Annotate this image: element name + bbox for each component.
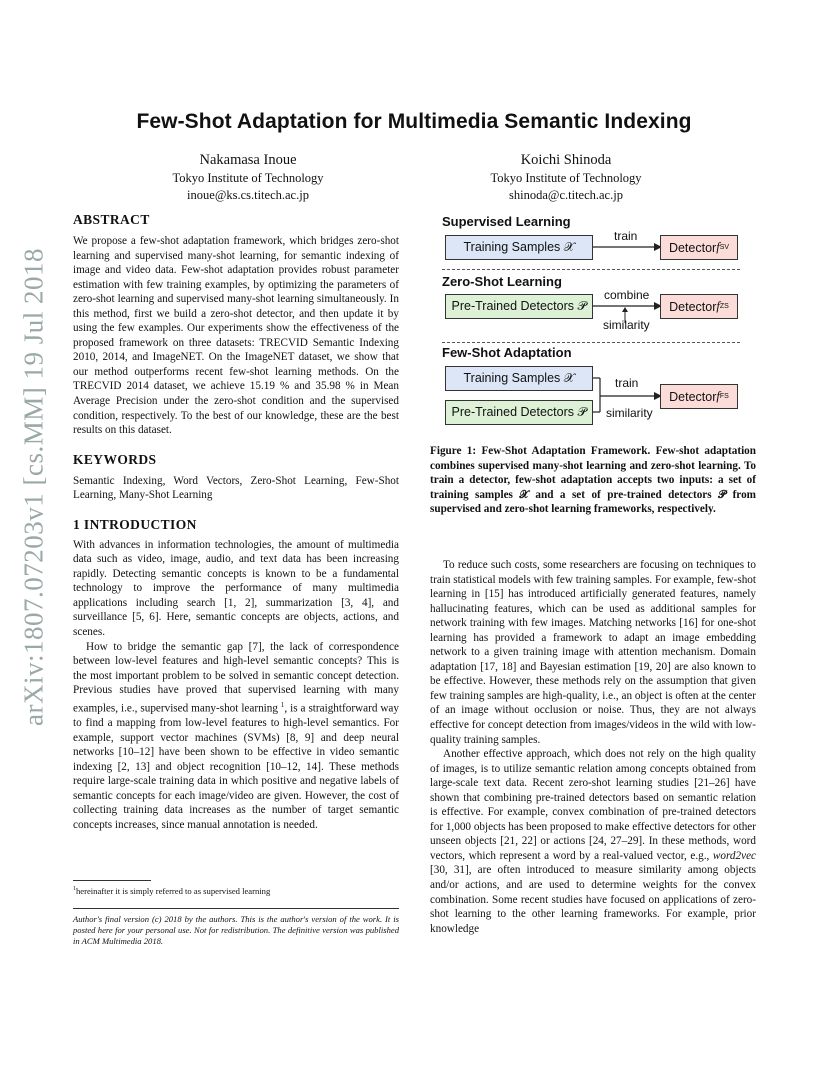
intro-paragraph-1: With advances in information technologies, the amount of multimedia data such as video, image, audio, and text data has been increasing rapidly. Detecting semantic concepts is known to be a fundamental technology to improve the performance of many multimedia applications including search [1, 2], summarization [3, 4], and surveillance [5, 6]. Here, semantic concepts are objects, actions, and scenes. bbox=[73, 538, 399, 639]
author-block-1 bbox=[148, 150, 348, 204]
left-column bbox=[73, 212, 399, 832]
fig-box-detector-fs bbox=[660, 384, 738, 409]
intro-paragraph-2 bbox=[73, 640, 399, 833]
abstract-heading: ABSTRACT bbox=[73, 212, 150, 227]
right-p2-part2: [30, 31], are often introduced to measure similarity among objects and/or actions, and are used to determine weights for the convex combination. Some recent studies have focused on applications of zero-shot learning to the other learning frameworks. For example, prior knowledge bbox=[430, 864, 756, 935]
footnote bbox=[73, 884, 399, 897]
fig-box-training-samples-fs: Training Samples 𝒳 bbox=[445, 366, 593, 391]
fig-detector-label: Detector bbox=[669, 299, 717, 314]
figure-caption: Figure 1: Few-Shot Adaptation Framework. Few-shot adaptation combines supervised many-shot learning and zero-shot learning. To train a detector, few-shot adaptation accepts two inputs: a set of training samples 𝒳 and a set of pre-trained detectors 𝒫 from supervised and zero-shot learning frameworks, respectively. bbox=[430, 445, 756, 516]
author-email: shinoda@c.titech.ac.jp bbox=[509, 188, 623, 202]
fig-label-train-fs: train bbox=[615, 376, 639, 390]
fig-box-pretrained: Pre-Trained Detectors 𝒫 bbox=[445, 294, 593, 319]
author-block-2 bbox=[466, 150, 666, 204]
author-name: Nakamasa Inoue bbox=[199, 152, 297, 168]
author-email: inoue@ks.cs.titech.ac.jp bbox=[187, 188, 309, 202]
fig-divider bbox=[442, 342, 740, 343]
author-note: Author's final version (c) 2018 by the authors. This is the author's version of the work. It is posted here for your personal use. Not for redistribution. The definitive version was published in ACM Multimedia 2018. bbox=[73, 914, 399, 946]
fig-divider bbox=[442, 269, 740, 270]
fig-detector-sub: FS bbox=[719, 393, 729, 400]
right-column bbox=[430, 558, 756, 936]
author-affiliation: Tokyo Institute of Technology bbox=[490, 171, 642, 185]
fig-detector-f: f bbox=[716, 240, 720, 254]
fig-detector-label: Detector bbox=[669, 389, 717, 404]
intro-heading: 1 INTRODUCTION bbox=[73, 516, 197, 532]
right-paragraph-2 bbox=[430, 747, 756, 936]
footnote-mark: 1 bbox=[73, 886, 76, 892]
fig-box-pretrained-fs: Pre-Trained Detectors 𝒫 bbox=[445, 400, 593, 425]
keywords-paragraph: Semantic Indexing, Word Vectors, Zero-Shot Learning, Few-Shot Learning, Many-Shot Learning bbox=[73, 474, 399, 502]
author-name: Koichi Shinoda bbox=[520, 152, 612, 168]
right-paragraph-1: To reduce such costs, some researchers are focusing on techniques to train statistical models with few training samples. For example, few-shot learning in [15] has introduced artificially generated features, namely hallucinating features, which can be used as additional samples for network training with few images. Matching networks [16] for one-shot learning has provided a framework to adapt an image embedding network to a given training image with attention mechanism. Domain adaptation [17, 18] and Bayesian estimation [19, 20] are also known to be effective. However, these methods rely on the assumption that given few training samples are high-quality, i.e., an object is often at the center of an image without occlusion or noise. Thus, they are not always effective for concept detection from images/videos in the wild with low-quality training samples. bbox=[430, 559, 756, 746]
abstract-text bbox=[73, 234, 399, 438]
fig-label-similarity: similarity bbox=[603, 318, 650, 332]
arxiv-stamp-text: arXiv:1807.07203v1 [cs.MM] 19 Jul 2018 bbox=[18, 248, 49, 726]
fig-box-detector-zs bbox=[660, 294, 738, 319]
fig-heading-zero-shot: Zero-Shot Learning bbox=[442, 274, 562, 289]
fig-arrow-train bbox=[593, 240, 663, 254]
keywords-text bbox=[73, 474, 399, 503]
keywords-heading: KEYWORDS bbox=[73, 451, 157, 467]
figure-1 bbox=[430, 208, 760, 436]
fig-detector-f: f bbox=[716, 389, 720, 403]
author-note-rule bbox=[73, 908, 399, 909]
fig-detector-f: f bbox=[716, 299, 720, 313]
fig-label-combine: combine bbox=[604, 288, 650, 302]
intro-p2-part1: How to bridge the semantic gap [7], the lack of correspondence between low-level features and high-level semantic concepts? This is the most important problem to be solved in semantic concept detection. Previous studies have proved that supervised learning with many examples, i.e., supervised many-shot learning bbox=[73, 640, 399, 715]
intro-text bbox=[73, 538, 399, 833]
intro-p2-part2: , is a straightforward way to find a mapping from low-level features to high-level semantics. For example, support vector machines (SVMs) [8, 9] and deep neural networks [10–12] have been shown to be effective in video semantic indexing [2, 13] and object recognition [10–12, 14]. These methods require large-scale training data in which positive and negative labels of semantic concepts for each image/video are given. However, the cost of collecting training data increases as the number of target semantic concepts increases, since manual annotation is needed. bbox=[73, 702, 399, 831]
footnote-ref: 1 bbox=[280, 700, 285, 709]
fig-detector-sub: SV bbox=[719, 244, 730, 251]
fig-heading-supervised: Supervised Learning bbox=[442, 214, 571, 229]
right-p2-part1: Another effective approach, which does not rely on the high quality of images, is to utilize semantic relation among concepts obtained from large-scale text data. Recent zero-shot learning studies [21–26] have shown that combining pre-trained detectors based on semantic relation is effective. For example, convex combination of pre-trained detectors for 1,000 objects has been proposed to make effective detectors for other unseen objects [21, 22] or actions [24, 27–29]. In these methods, word vectors, which represent a word by a real-valued vector, e.g., bbox=[430, 748, 756, 862]
paper-title: Few-Shot Adaptation for Multimedia Semantic Indexing bbox=[136, 110, 692, 133]
author-affiliation: Tokyo Institute of Technology bbox=[172, 171, 324, 185]
footnote-rule bbox=[73, 880, 151, 881]
fig-box-training-samples: Training Samples 𝒳 bbox=[445, 235, 593, 260]
right-p2-emphasis: word2vec bbox=[712, 849, 756, 862]
arxiv-stamp bbox=[14, 248, 54, 726]
abstract-paragraph: We propose a few-shot adaptation framework, which bridges zero-shot learning and supervised many-shot learning, for semantic indexing of image and video data. Few-shot adaptation provides robust parameter estimation with few training examples, by optimizing the parameters of zero-shot learning and supervised many-shot learning simultaneously. In this method, first we build a zero-shot detector, and then update it by using the few examples. Our experiments show the effectiveness of the proposed framework on three datasets: TRECVID Semantic Indexing 2010, 2014, and ImageNET. On the ImageNET dataset, we show that our method outperforms recent few-shot learning methods. On the TRECVID 2014 dataset, we achieve 15.19 % and 35.98 % in Mean Average Precision under the zero-shot condition and the supervised condition, respectively. To the best of our knowledge, these are the best results on this dataset. bbox=[73, 235, 399, 437]
fig-detector-label: Detector bbox=[668, 240, 717, 255]
fig-label-similarity-fs: similarity bbox=[606, 406, 653, 420]
footnote-text: hereinafter it is simply referred to as supervised learning bbox=[76, 885, 271, 896]
fig-heading-few-shot: Few-Shot Adaptation bbox=[442, 345, 572, 360]
fig-box-detector-sv bbox=[660, 235, 738, 260]
fig-label-train: train bbox=[614, 229, 638, 243]
fig-detector-sub: ZS bbox=[719, 303, 729, 310]
